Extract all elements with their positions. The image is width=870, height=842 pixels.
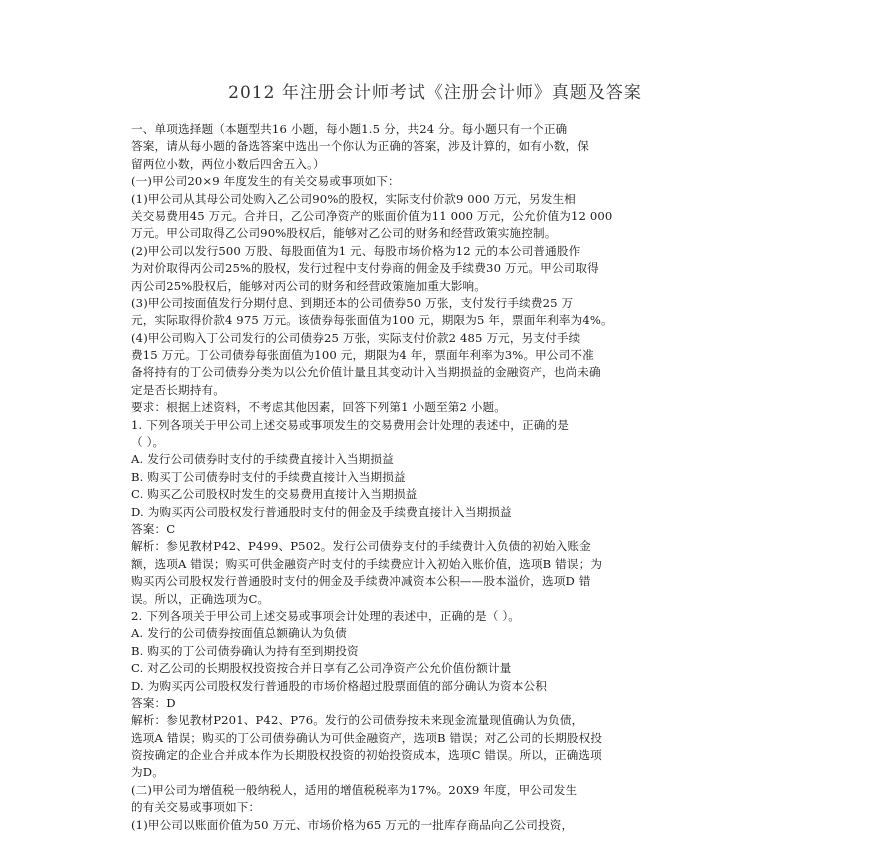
text-line: 选项A 错误；购买的丁公司债券确认为可供金融资产，选项B 错误；对乙公司的长期股权投 — [131, 730, 603, 745]
text-line: 资按确定的企业合并成本作为长期股权投资的初始投资成本，选项C 错误。所以，正确选项 — [131, 748, 602, 763]
text-line: 1. 下列各项关于甲公司上述交易或事项发生的交易费用会计处理的表述中，正确的是 — [131, 417, 569, 432]
text-line: 答案：C — [131, 521, 176, 536]
text-line: 要求：根据上述资料，不考虑其他因素，回答下列第1 小题至第2 小题。 — [131, 400, 507, 415]
text-line: 万元。甲公司取得乙公司90%股权后，能够对乙公司的财务和经营政策实施控制。 — [131, 226, 557, 241]
text-line: A. 发行的公司债券按面值总额确认为负债 — [131, 626, 347, 641]
text-line: (1)甲公司从其母公司处购入乙公司90%的股权，实际支付价款9 000 万元，另发生相 — [131, 191, 576, 206]
text-line: 一、单项选择题（本题型共16 小题，每小题1.5 分，共24 分。每小题只有一个正确 — [131, 122, 568, 136]
text-line: 为D。 — [131, 765, 164, 780]
text-line: 备将持有的丁公司债券分类为以公允价值计量且其变动计入当期损益的金融资产，也尚未确 — [131, 365, 601, 380]
text-line: 费15 万元。丁公司债券每张面值为100 元，期限为4 年，票面年利率为3%。甲公司不准 — [131, 348, 594, 363]
text-line: B. 购买的丁公司债券确认为持有至到期投资 — [131, 643, 359, 658]
text-line: 2. 下列各项关于甲公司上述交易或事项会计处理的表述中，正确的是（ ）。 — [131, 608, 521, 623]
text-line: 元，实际取得价款4 975 万元。该债券每张面值为100 元，期限为5 年，票面年利率为4%。 — [131, 313, 613, 328]
text-line: D. 为购买丙公司股权发行普通股时支付的佣金及手续费直接计入当期损益 — [131, 504, 512, 519]
text-line: C. 购买乙公司股权时发生的交易费用直接计入当期损益 — [131, 487, 418, 502]
text-line: D. 为购买丙公司股权发行普通股的市场价格超过股票面值的部分确认为资本公积 — [131, 678, 547, 693]
document-body — [131, 121, 749, 834]
document-title: 2012 年注册会计师考试《注册会计师》真题及答案 — [228, 83, 642, 103]
text-line: 解析：参见教材P201、P42、P76。发行的公司债券按未来现金流量现值确认为负债， — [131, 713, 584, 728]
text-line: 额，选项A 错误；购买可供金融资产时支付的手续费应计入初始入账价值，选项B 错误；为 — [131, 556, 603, 571]
text-line: (4)甲公司购入丁公司发行的公司债券25 万张，实际支付价款2 485 万元，另支付手续 — [131, 330, 581, 345]
text-line: 关交易费用45 万元。合并日，乙公司净资产的账面价值为11 000 万元，公允价值为12 000 — [131, 208, 613, 223]
text-line: A. 发行公司债券时支付的手续费直接计入当期损益 — [131, 452, 394, 467]
text-line: 答案：D — [131, 695, 176, 710]
text-line: 为对价取得丙公司25%的股权，发行过程中支付券商的佣金及手续费30 万元。甲公司取得 — [131, 261, 599, 276]
text-line: 解析：参见教材P42、P499、P502。发行公司债券支付的手续费计入负债的初始入账金 — [131, 539, 591, 554]
text-line: (3)甲公司按面值发行分期付息、到期还本的公司债券50 万张，支付发行手续费25 万 — [131, 295, 574, 310]
text-line: 丙公司25%股权后，能够对丙公司的财务和经营政策施加重大影响。 — [131, 278, 487, 293]
text-line: (1)甲公司以账面价值为50 万元、市场价格为65 万元的一批库存商品向乙公司投资， — [131, 817, 574, 832]
text-line: C. 对乙公司的长期股权投资按合并日享有乙公司净资产公允价值份额计量 — [131, 661, 512, 676]
text-line: (2)甲公司以发行500 万股、每股面值为1 元、每股市场价格为12 元的本公司普通股作 — [131, 243, 581, 258]
text-line: (一)甲公司20×9 年度发生的有关交易或事项如下： — [131, 174, 400, 189]
text-line: 误。所以，正确选项为C。 — [131, 591, 270, 606]
text-line: （ ）。 — [131, 435, 165, 450]
text-line: 的有关交易或事项如下： — [131, 800, 261, 815]
text-line: 留两位小数，两位小数后四舍五入。） — [131, 156, 325, 171]
text-line: B. 购买丁公司债券时支付的手续费直接计入当期损益 — [131, 469, 406, 484]
text-line: 定是否长期持有。 — [131, 382, 225, 397]
text-line: 答案，请从每小题的备选答案中选出一个你认为正确的答案，涉及计算的，如有小数，保 — [131, 139, 590, 154]
text-line: 购买丙公司股权发行普通股时支付的佣金及手续费冲减资本公积——股本溢价，选项D 错 — [131, 574, 591, 589]
text-line: (二)甲公司为增值税一般纳税人，适用的增值税税率为17%。20X9 年度，甲公司发生 — [131, 782, 578, 797]
